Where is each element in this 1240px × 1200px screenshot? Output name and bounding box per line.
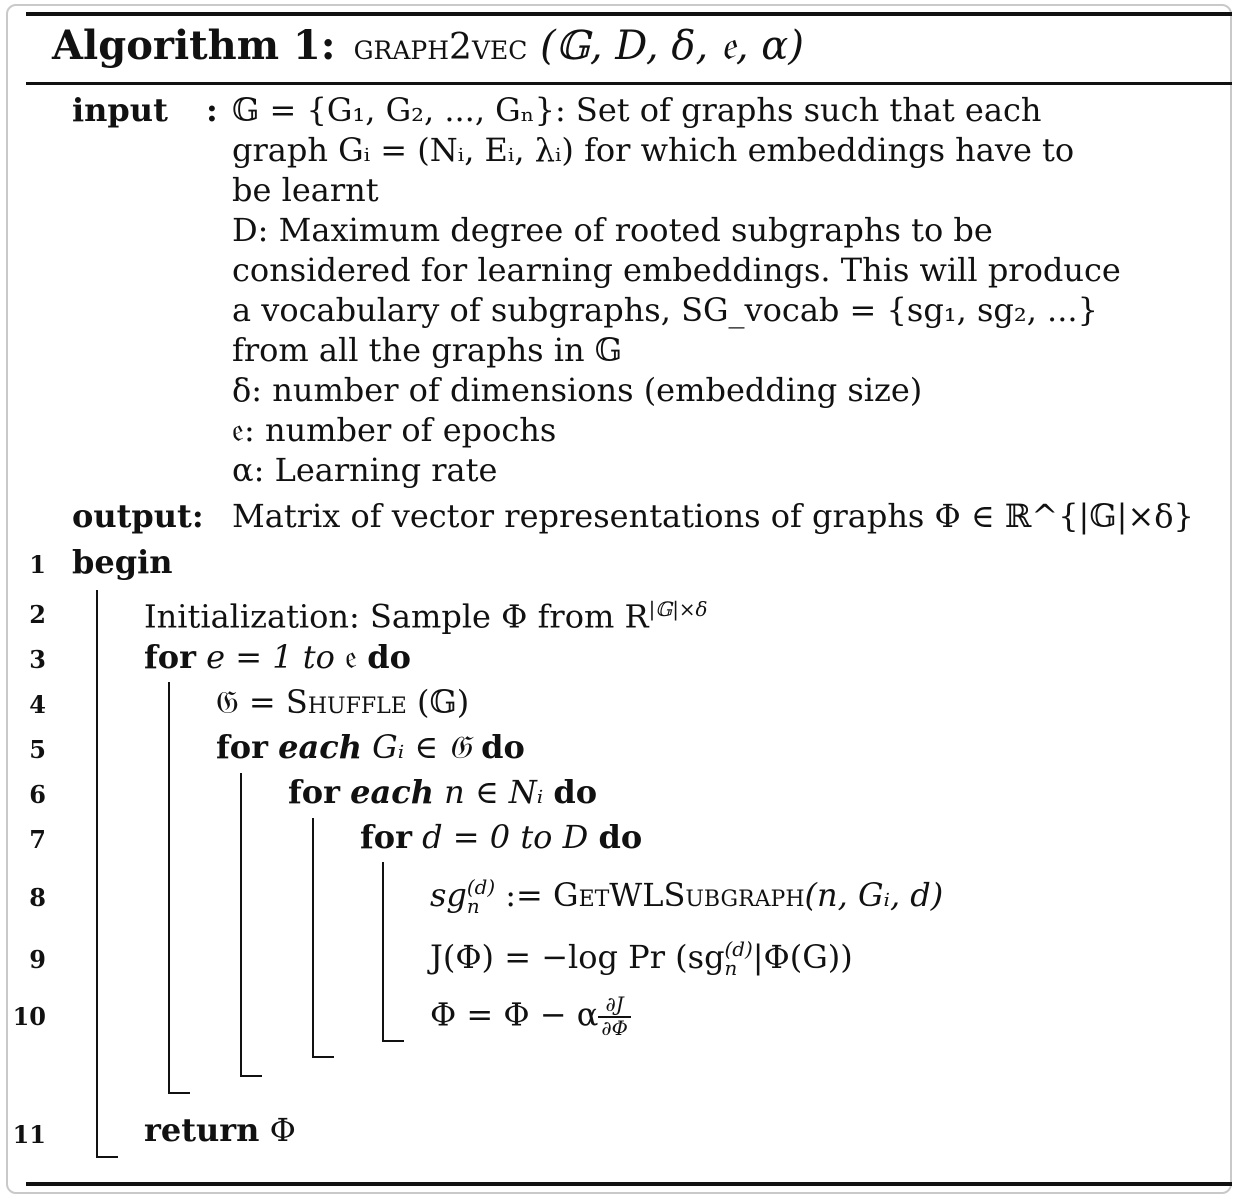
step-5-for: for [216, 728, 268, 766]
step-7-to: to [520, 818, 553, 856]
algorithm-name: graph2vec [353, 27, 528, 68]
step-7-var: D [562, 818, 589, 856]
step-3-for: for [144, 638, 196, 676]
line-number-9: 9 [29, 945, 46, 974]
top-rule [26, 12, 1232, 16]
step-4-lhs: 𝔊 = [216, 683, 276, 721]
input-line-8: δ: number of dimensions (embedding size) [232, 371, 923, 409]
step-7-do: do [598, 818, 643, 856]
step-8-func: GetWLSubgraph [553, 876, 805, 914]
step-6-each: each [350, 773, 434, 811]
line-number-5: 5 [29, 735, 46, 764]
input-colon: : [206, 91, 218, 129]
line-number-10: 10 [12, 1002, 46, 1031]
step-5-do: do [481, 728, 525, 766]
input-line-3: be learnt [232, 171, 379, 209]
step-8-lhs: sg [430, 876, 467, 914]
input-line-6: a vocabulary of subgraphs, SG_vocab = {sg₁, sg₂, ...} [232, 291, 1098, 329]
step-4-func: Shuffle [285, 683, 407, 721]
line-number-7: 7 [29, 825, 46, 854]
input-line-1: 𝔾 = {G₁, G₂, ..., Gₙ}: Set of graphs such that each [232, 91, 1042, 129]
input-line-7: from all the graphs in 𝔾 [232, 331, 623, 369]
line-number-1: 1 [29, 550, 46, 579]
for-node-block-foot [312, 1056, 334, 1058]
step-8-assign: := [505, 876, 543, 914]
input-line-5: considered for learning embeddings. This will produce [232, 251, 1121, 289]
step-3-to: to [302, 638, 335, 676]
for-graph-block-foot [240, 1075, 262, 1077]
step-10-fraction [598, 994, 631, 1040]
output-text: Matrix of vector representations of graphs Φ ∈ ℝ^{|𝔾|×δ} [232, 497, 1194, 535]
step-9-rest: |Φ(G)) [752, 938, 853, 976]
for-degree-block-foot [382, 1040, 404, 1042]
input-line-9: 𝔢: number of epochs [232, 411, 557, 449]
line-number-6: 6 [29, 780, 46, 809]
for-degree-block-bar [382, 862, 384, 1042]
line-number-4: 4 [29, 690, 46, 719]
step-8-sup: (d) [466, 875, 496, 899]
return-keyword: return [144, 1111, 260, 1149]
step-5-for-each-graph [216, 727, 525, 767]
step-6-for-each-node [288, 772, 597, 812]
input-line-2: graph Gᵢ = (Nᵢ, Eᵢ, λᵢ) for which embeddings have to [232, 131, 1075, 169]
step-10-lhs: Φ = Φ − α [430, 995, 599, 1034]
step-10-update [430, 994, 631, 1040]
line-number-8: 8 [29, 883, 46, 912]
algorithm-label: Algorithm 1: [52, 22, 336, 69]
step-3-expr: e = 1 [206, 638, 293, 676]
step-9-lhs: J(Φ) = −log Pr (sg [430, 938, 725, 976]
step-4-shuffle [216, 682, 469, 722]
line-number-2: 2 [29, 600, 46, 629]
step-3-do: do [367, 638, 411, 676]
output-label: output: [72, 497, 204, 535]
step-6-expr: n ∈ Nᵢ [444, 773, 544, 811]
step-10-frac-den: ∂Φ [601, 1016, 628, 1040]
step-2-text: Initialization: Sample Φ from R [144, 597, 649, 636]
step-2-initialization [144, 590, 707, 637]
line-number-11: 11 [12, 1120, 46, 1149]
begin-block-bar [96, 590, 98, 1158]
step-3-for-loop [144, 637, 411, 677]
step-9-objective [430, 937, 853, 978]
return-value: Φ [269, 1111, 296, 1149]
step-6-do: do [553, 773, 598, 811]
for-graph-block-bar [240, 773, 242, 1077]
line-number-3: 3 [29, 645, 46, 674]
step-8-sub: n [466, 894, 480, 918]
step-5-expr: Gᵢ ∈ 𝔊 [372, 728, 471, 766]
input-line-10: α: Learning rate [232, 451, 498, 489]
step-6-for: for [288, 773, 340, 811]
begin-keyword: begin [72, 543, 173, 581]
step-8-get-subgraph [430, 875, 943, 916]
algorithm-signature: (𝔾, D, δ, 𝔢, α) [540, 23, 804, 69]
step-11-return [144, 1110, 296, 1150]
step-7-for: for [360, 818, 412, 856]
for-node-block-bar [312, 818, 314, 1058]
for-epoch-block-bar [168, 682, 170, 1094]
step-7-expr: d = 0 [422, 818, 511, 856]
step-2-superscript: |𝔾|×δ [648, 598, 708, 621]
step-5-each: each [278, 728, 362, 766]
step-8-args: (n, Gᵢ, d) [804, 876, 944, 914]
algorithm-title [52, 22, 804, 69]
for-epoch-block-foot [168, 1092, 190, 1094]
step-3-var: 𝔢 [345, 638, 358, 676]
step-10-frac-num: ∂J [598, 994, 631, 1018]
header-rule [26, 82, 1232, 85]
step-4-arg: (𝔾) [416, 683, 470, 721]
begin-block-foot [96, 1156, 118, 1158]
step-7-for-degree [360, 817, 642, 857]
input-line-4: D: Maximum degree of rooted subgraphs to be [232, 211, 993, 249]
bottom-rule [26, 1182, 1232, 1186]
step-9-sup: (d) [724, 937, 753, 961]
input-label: input [72, 91, 168, 129]
step-9-sub: n [724, 956, 738, 980]
